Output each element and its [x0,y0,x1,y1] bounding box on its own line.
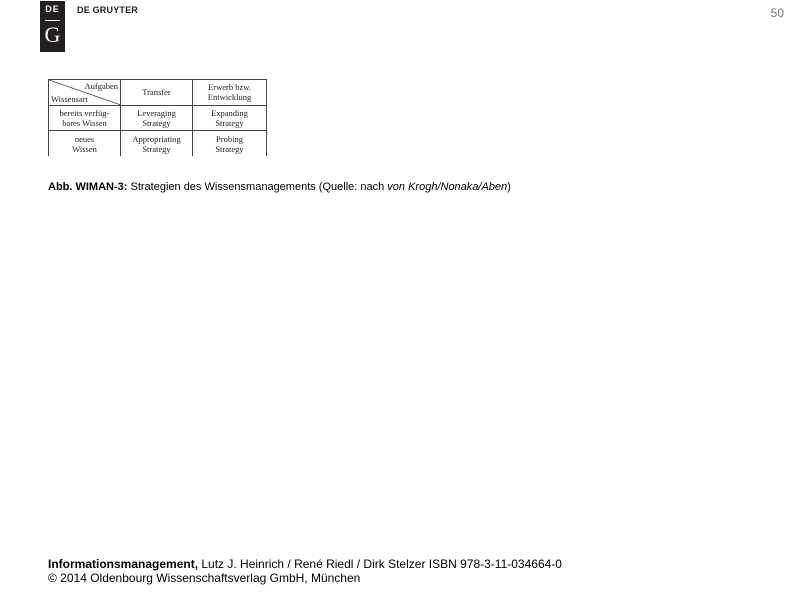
cell-line2: Strategy [142,143,171,154]
de-gruyter-logo [40,1,65,52]
row-header-line2: bares Wissen [62,118,107,129]
cell-expanding-strategy [193,105,267,131]
publisher-name: DE GRUYTER [77,5,139,15]
row-header-existing-knowledge [49,105,121,131]
logo-de-text: DE [45,4,60,14]
page-number: 50 [770,6,784,20]
logo-divider [45,20,60,21]
table-corner-cell [49,80,121,106]
footer-authors: Lutz J. Heinrich / René Riedl / Dirk Stelzer ISBN 978-3-11-034664-0 [198,557,562,571]
footer [48,557,562,585]
caption-source: von Krogh/Nonaka/Aben [387,181,508,193]
cell-line1: Probing [216,133,243,144]
row-header-line1: bereits verfüg- [59,108,110,119]
caption-close: ) [507,181,511,193]
cell-line2: Strategy [142,118,171,129]
table-header-row [49,80,267,106]
column-header-erwerb-line2: Entwicklung [207,92,252,103]
row-header-new-knowledge [49,131,121,156]
figure-caption [48,181,511,193]
row-header-line2: Wissen [72,143,97,154]
cell-probing-strategy [193,131,267,156]
column-header-transfer-text: Transfer [142,87,171,98]
table-row [49,105,267,131]
cell-line1: Appropriating [132,133,181,144]
cell-line2: Strategy [215,118,244,129]
logo-g-text: G [44,22,61,47]
row-header-line1: neues [74,133,95,144]
strategy-table [48,79,267,156]
cell-line1: Leveraging [137,108,176,119]
corner-label-aufgaben: Aufgaben [84,81,118,91]
footer-copyright: © 2014 Oldenbourg Wissenschaftsverlag GmbH, München [48,571,361,585]
cell-line2: Strategy [215,143,244,154]
caption-label: Abb. WIMAN-3: [48,181,128,193]
corner-label-wissensart: Wissensart [51,93,88,104]
caption-text: Strategien des Wissensmanagements (Quelle: nach [127,181,388,193]
column-header-erwerb [193,80,267,106]
cell-line1: Expanding [211,108,248,119]
footer-book-title: Informationsmanagement, [48,557,199,571]
table-row [49,131,267,156]
column-header-erwerb-line1: Erwerb bzw. [208,82,251,93]
cell-appropriating-strategy [121,131,193,156]
cell-leveraging-strategy [121,105,193,131]
footer-citation [48,557,562,571]
strategy-matrix [48,79,266,156]
column-header-transfer [121,80,193,106]
